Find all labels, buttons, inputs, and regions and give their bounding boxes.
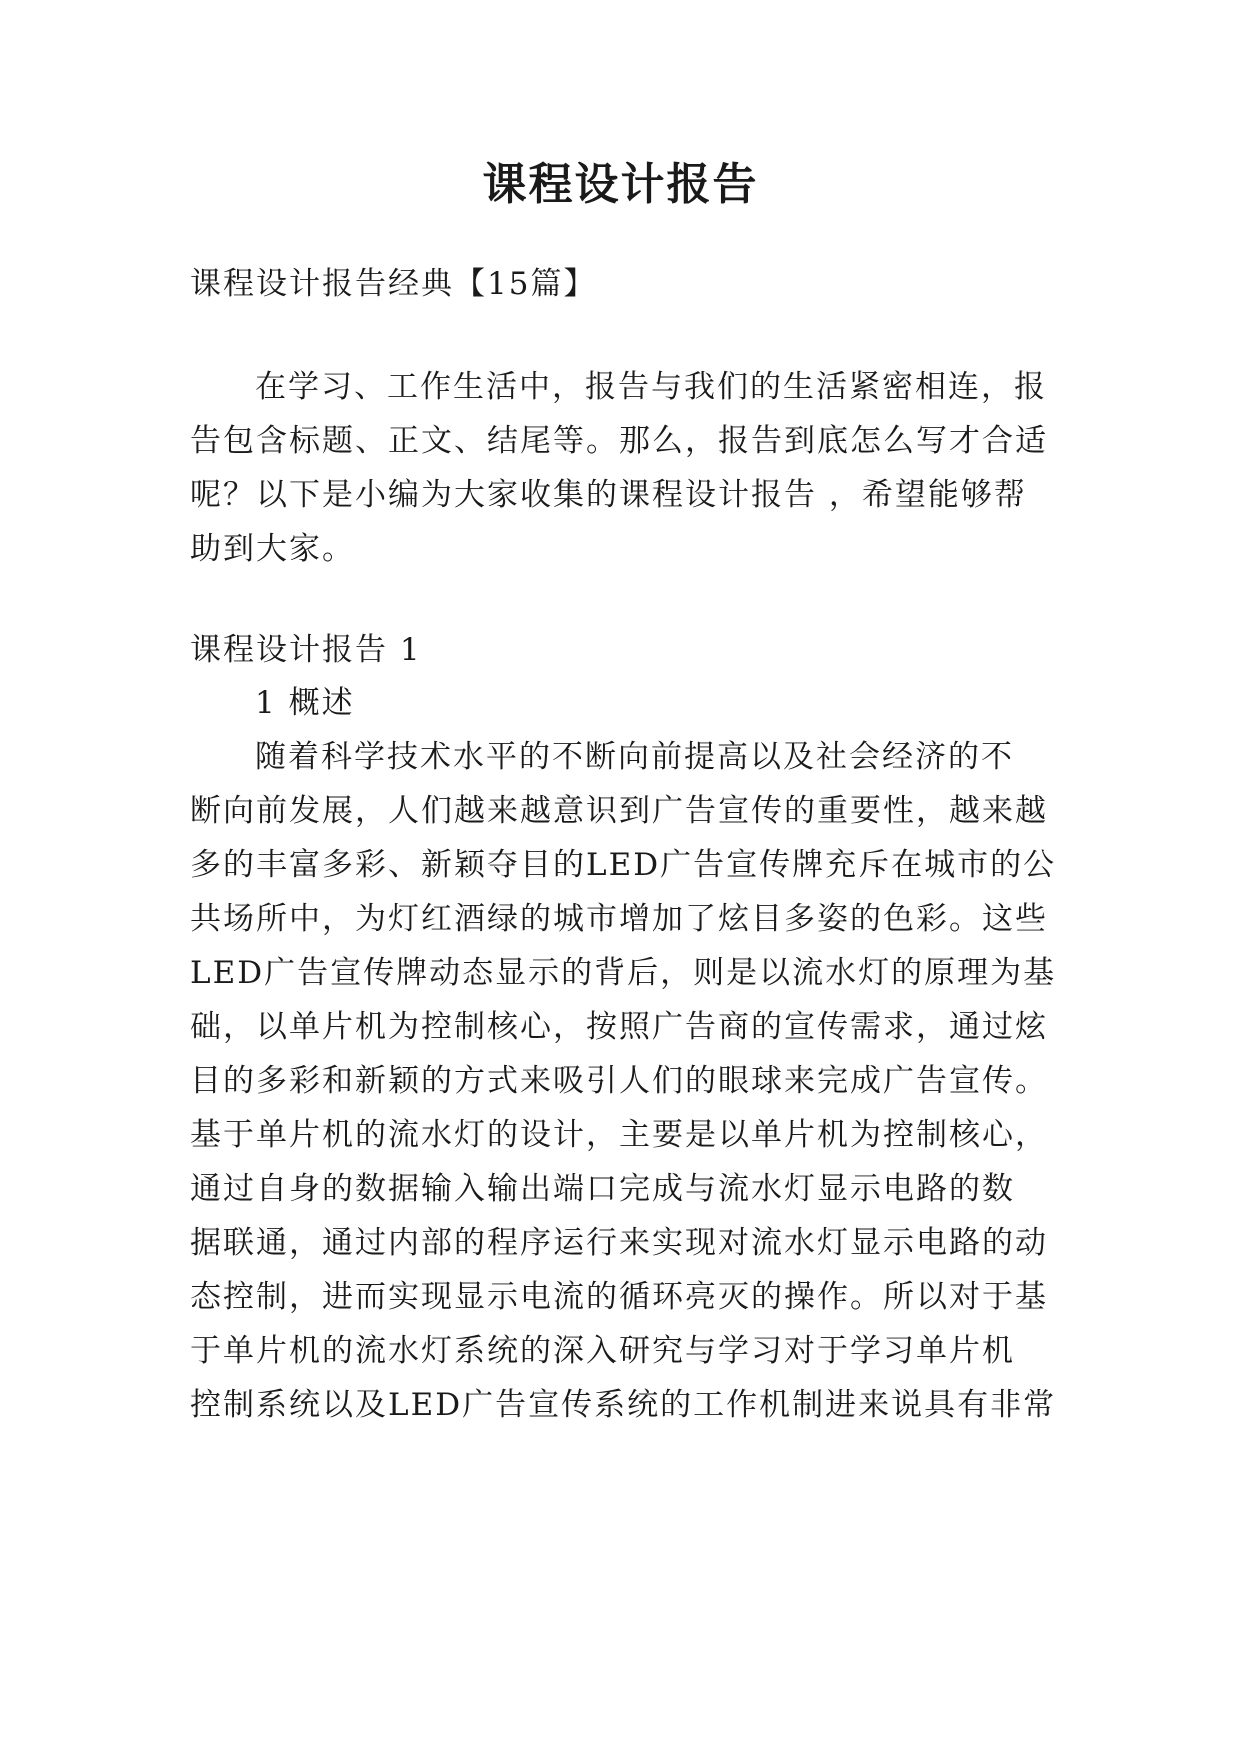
- body-line: 共场所中，为灯红酒绿的城市增加了炫目多姿的色彩。这些: [190, 901, 1048, 937]
- body-line: 断向前发展，人们越来越意识到广告宣传的重要性，越来越: [190, 793, 1048, 829]
- intro-line: 在学习、工作生活中，报告与我们的生活紧密相连，报: [255, 369, 1047, 405]
- body-line: 基于单片机的流水灯的设计，主要是以单片机为控制核心，: [190, 1117, 1048, 1153]
- body-line: 于单片机的流水灯系统的深入研究与学习对于学习单片机: [190, 1333, 1015, 1369]
- body-line: 据联通，通过内部的程序运行来实现对流水灯显示电路的动: [190, 1225, 1048, 1261]
- body-line: 随着科学技术水平的不断向前提高以及社会经济的不: [255, 739, 1014, 775]
- body-line: 础，以单片机为控制核心，按照广告商的宣传需求，通过炫: [190, 1009, 1048, 1045]
- body-line: 目的多彩和新颖的方式来吸引人们的眼球来完成广告宣传。: [190, 1063, 1048, 1099]
- body-line: LED广告宣传牌动态显示的背后，则是以流水灯的原理为基: [190, 955, 1057, 991]
- intro-line: 告包含标题、正文、结尾等。那么，报告到底怎么写才合适: [190, 423, 1048, 459]
- document-subtitle: 课程设计报告经典【15篇】: [190, 266, 597, 302]
- body-line: 通过自身的数据输入输出端口完成与流水灯显示电路的数: [190, 1171, 1015, 1207]
- body-line: 控制系统以及LED广告宣传系统的工作机制进来说具有非常: [190, 1387, 1057, 1423]
- intro-line: 助到大家。: [190, 531, 355, 567]
- body-line: 态控制，进而实现显示电流的循环亮灭的操作。所以对于基: [190, 1279, 1048, 1315]
- intro-line: 呢？以下是小编为大家收集的课程设计报告 ，希望能够帮: [190, 477, 1027, 513]
- section-heading: 课程设计报告 1: [190, 632, 422, 668]
- document-title: 课程设计报告: [482, 159, 759, 210]
- subsection-heading: 1 概述: [255, 685, 355, 721]
- body-line: 多的丰富多彩、新颖夺目的LED广告宣传牌充斥在城市的公: [190, 847, 1057, 883]
